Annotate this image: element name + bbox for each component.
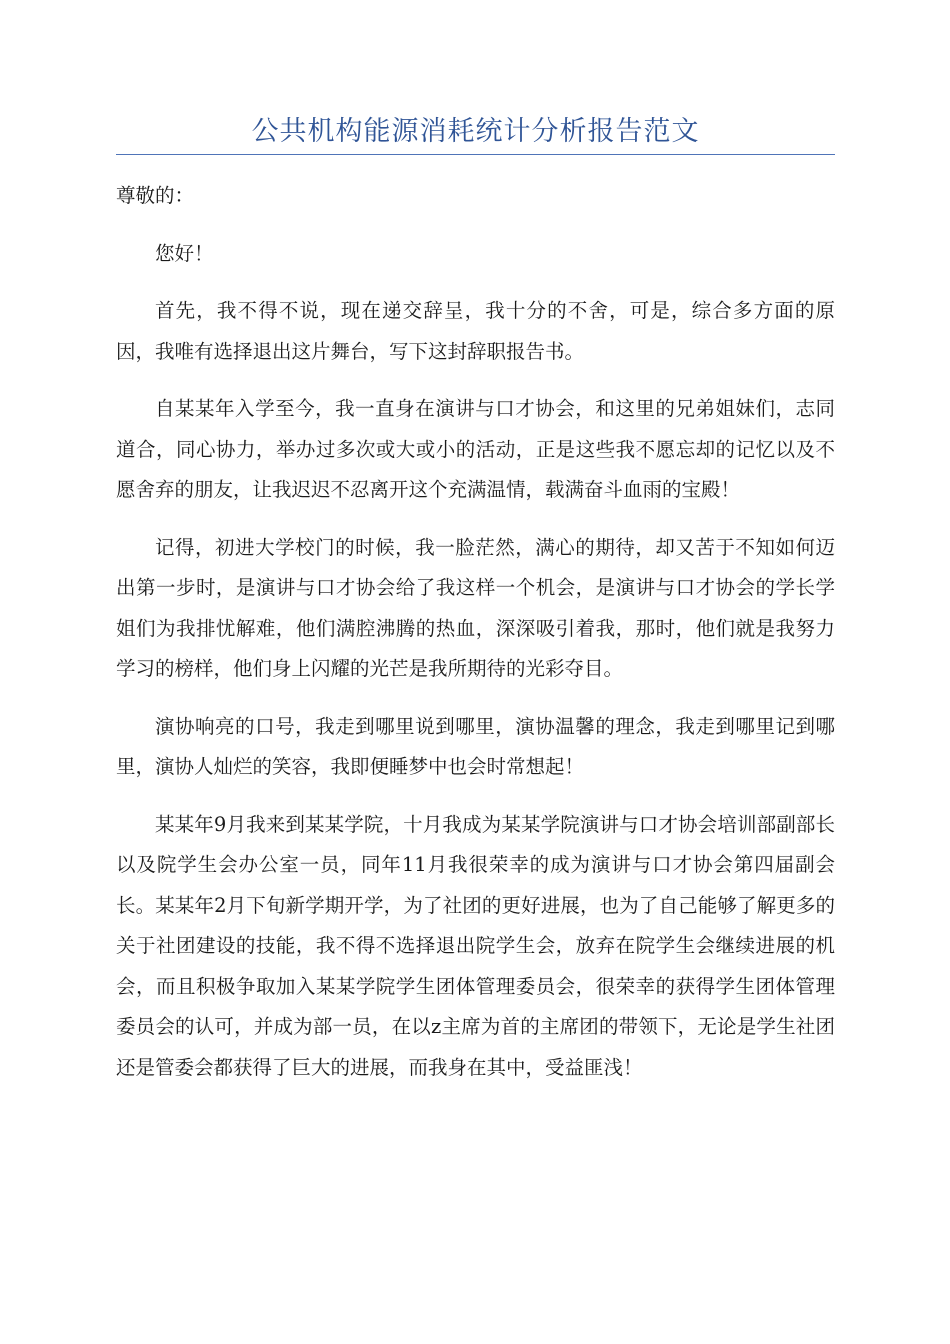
paragraph: 自某某年入学至今，我一直身在演讲与口才协会，和这里的兄弟姐妹们，志同道合，同心协力，举办过多次或大或小的活动，正是这些我不愿忘却的记忆以及不愿舍弃的朋友，让我迟迟不忍离开这个充满温情，载满奋斗血雨的宝殿！ — [116, 397, 835, 501]
greeting: 您好！ — [155, 241, 214, 265]
paragraph: 首先，我不得不说，现在递交辞呈，我十分的不舍，可是，综合多方面的原因，我唯有选择退出这片舞台，写下这封辞职报告书。 — [116, 299, 835, 363]
paragraph: 演协响亮的口号，我走到哪里说到哪里，演协温馨的理念，我走到哪里记到哪里，演协人灿烂的笑容，我即便睡梦中也会时常想起！ — [116, 714, 835, 778]
salutation: 尊敬的： — [116, 184, 195, 207]
paragraph: 记得，初进大学校门的时候，我一脸茫然，满心的期待，却又苦于不知如何迈出第一步时，是演讲与口才协会给了我这样一个机会，是演讲与口才协会的学长学姐们为我排忧解难，他们满腔沸腾的热血，深深吸引着我，那时，他们就是我努力学习的榜样，他们身上闪耀的光芒是我所期待的光彩夺目。 — [116, 535, 835, 680]
title-underline — [116, 154, 835, 155]
paragraph: 某某年9月我来到某某学院，十月我成为某某学院演讲与口才协会培训部副部长以及院学生会办公室一员，同年11月我很荣幸的成为演讲与口才协会第四届副会长。某某年2月下旬新学期开学，为了社团的更好进展，也为了自己能够了解更多的关于社团建设的技能，我不得不选择退出院学生会，放弃在院学生会继续进展的机会，而且积极争取加入某某学院学生团体管理委员会，很荣幸的获得学生团体管理委员会的认可，并成为部一员，在以z主席为首的主席团的带领下，无论是学生社团还是管委会都获得了巨大的进展，而我身在其中，受益匪浅！ — [116, 812, 835, 1079]
document-title: 公共机构能源消耗统计分析报告范文 — [251, 116, 700, 147]
document-body — [116, 176, 835, 1105]
